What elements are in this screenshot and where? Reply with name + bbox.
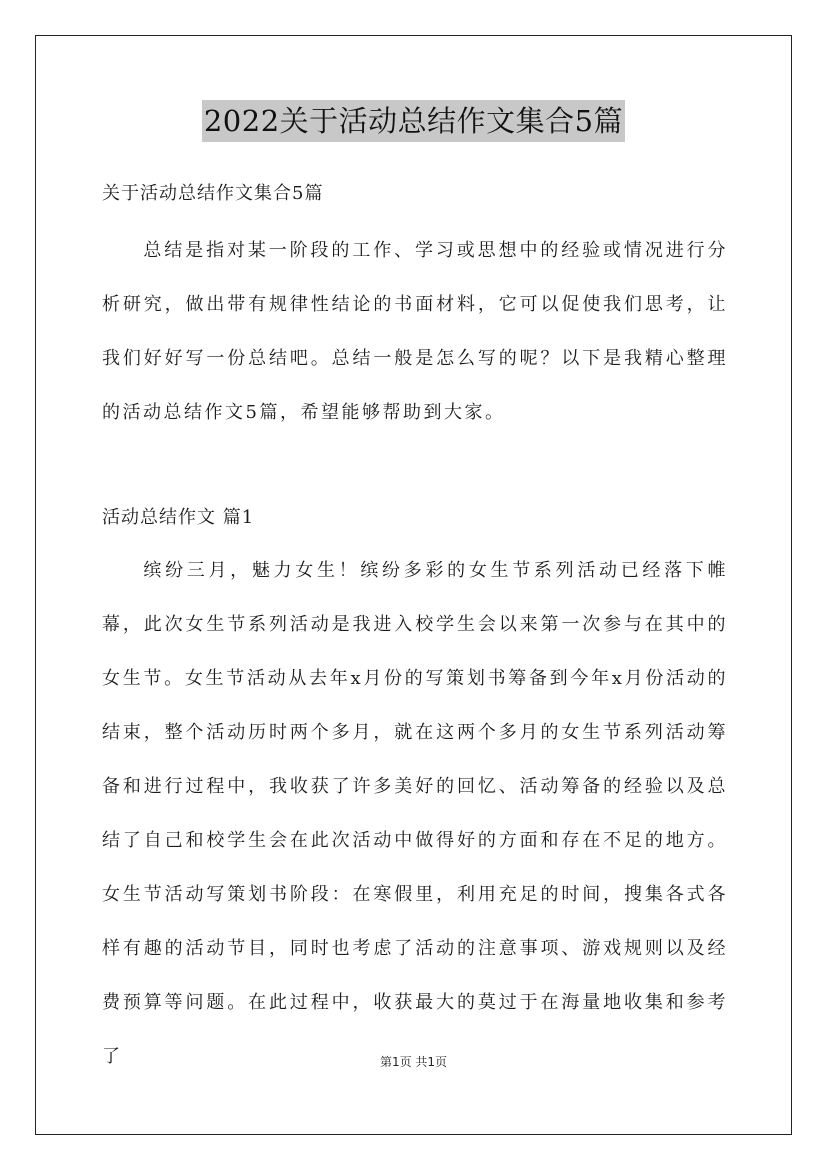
section-heading-1: 活动总结作文 篇1 bbox=[102, 507, 255, 528]
page-footer: 第1页 共1页 bbox=[379, 1055, 448, 1069]
title-container bbox=[0, 100, 827, 142]
section-1-paragraph: 缤纷三月，魅力女生！缤纷多彩的女生节系列活动已经落下帷幕，此次女生节系列活动是我进入校学生会以来第一次参与在其中的女生节。女生节活动从去年x月份的写策划书筹备到今年x月份活动的结束，整个活动历时两个多月，就在这两个多月的女生节系列活动筹备和进行过程中，我收获了许多美好的回忆、活动筹备的经验以及总结了自己和校学生会在此次活动中做得好的方面和存在不足的地方。女生节活动写策划书阶段：在寒假里，利用充足的时间，搜集各式各样有趣的活动节目，同时也考虑了活动的注意事项、游戏规则以及经费预算等问题。在此过程中，收获最大的莫过于在海量地收集和参考了 bbox=[102, 560, 728, 1067]
document-subtitle: 关于活动总结作文集合5篇 bbox=[102, 183, 324, 204]
document-title: 2022关于活动总结作文集合5篇 bbox=[202, 100, 625, 142]
document-body bbox=[102, 172, 728, 1084]
intro-paragraph: 总结是指对某一阶段的工作、学习或思想中的经验或情况进行分析研究，做出带有规律性结论的书面材料，它可以促使我们思考，让我们好好写一份总结吧。总结一般是怎么写的呢？以下是我精心整理的活动总结作文5篇，希望能够帮助到大家。 bbox=[102, 240, 728, 423]
